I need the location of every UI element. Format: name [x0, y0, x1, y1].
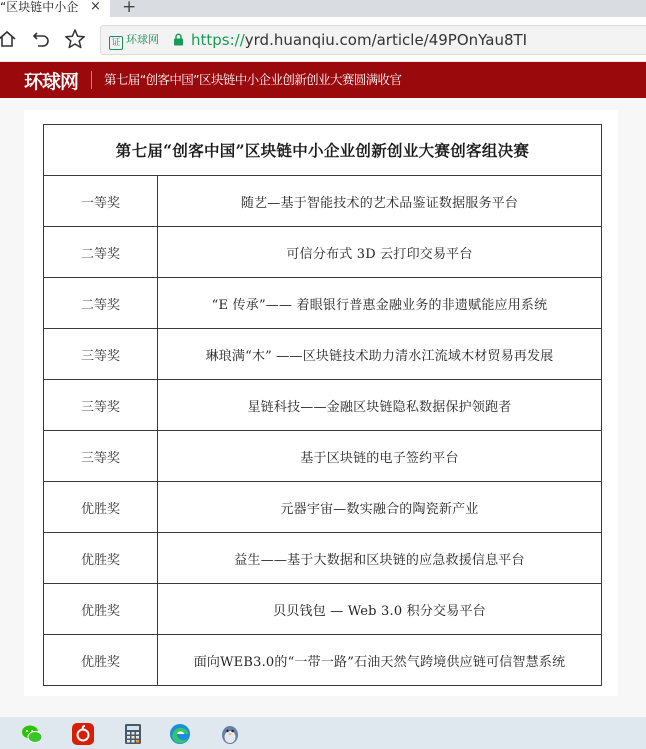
table-row: [44, 278, 602, 329]
netease-music-icon[interactable]: [71, 722, 95, 746]
close-tab-icon[interactable]: ×: [90, 0, 101, 14]
site-logo[interactable]: 环球网: [24, 71, 79, 93]
award-rank-cell: 三等奖: [44, 329, 158, 380]
award-rank-cell: 优胜奖: [44, 635, 158, 686]
project-name-cell: 面向WEB3.0的“一带一路”石油天然气跨境供应链可信智慧系统: [158, 635, 602, 686]
edge-icon[interactable]: [168, 722, 192, 746]
wechat-icon[interactable]: [20, 722, 44, 746]
url-path: yrd.huanqiu.com/article/49POnYau8TI: [244, 31, 528, 49]
project-name-cell: 琳琅满“木” ——区块链技术助力清水江流域木材贸易再发展: [158, 329, 602, 380]
project-name-cell: 益生——基于大数据和区块链的应急救援信息平台: [158, 533, 602, 584]
table-title-row: [44, 125, 602, 176]
star-icon[interactable]: [64, 28, 86, 50]
award-rank-cell: 优胜奖: [44, 584, 158, 635]
project-name-cell: 随艺—基于智能技术的艺术品鉴证数据服务平台: [158, 176, 602, 227]
award-table: [43, 124, 602, 686]
tab-title: “区块链中小企: [0, 0, 79, 14]
award-rank-cell: 二等奖: [44, 227, 158, 278]
table-row: [44, 482, 602, 533]
calculator-icon[interactable]: [121, 722, 145, 746]
table-row: [44, 584, 602, 635]
award-rank-cell: 一等奖: [44, 176, 158, 227]
project-name-cell: 星链科技——金融区块链隐私数据保护领跑者: [158, 380, 602, 431]
site-header: [0, 62, 646, 98]
new-tab-button[interactable]: +: [122, 0, 137, 17]
url-protocol: https://: [191, 31, 245, 49]
site-badge-label: 环球网: [126, 33, 159, 46]
site-badge[interactable]: [107, 32, 163, 48]
project-name-cell: 贝贝钱包 — Web 3.0 积分交易平台: [158, 584, 602, 635]
table-row: [44, 380, 602, 431]
tab-strip: [0, 0, 646, 17]
home-icon[interactable]: [0, 28, 18, 50]
table-row: [44, 431, 602, 482]
award-rank-cell: 三等奖: [44, 431, 158, 482]
award-rank-cell: 三等奖: [44, 380, 158, 431]
article-title: 第七届“创客中国”区块链中小企业创新创业大赛圆满收官: [104, 72, 402, 87]
table-title: 第七届“创客中国”区块链中小企业创新创业大赛创客组决赛: [44, 125, 602, 176]
project-name-cell: “E 传承”—— 着眼银行普惠金融业务的非遗赋能应用系统: [158, 278, 602, 329]
address-bar[interactable]: [100, 25, 646, 55]
article-image: [24, 110, 618, 696]
certificate-icon: 证: [109, 36, 123, 50]
award-rank-cell: 优胜奖: [44, 482, 158, 533]
url-text[interactable]: [191, 31, 527, 49]
header-divider: [91, 71, 92, 89]
navigation-bar: [0, 17, 646, 62]
project-name-cell: 元器宇宙—数实融合的陶瓷新产业: [158, 482, 602, 533]
browser-tab[interactable]: [0, 0, 110, 17]
undo-icon[interactable]: [31, 28, 51, 48]
table-row: [44, 176, 602, 227]
table-row: [44, 533, 602, 584]
table-row: [44, 329, 602, 380]
qq-penguin-icon[interactable]: [218, 722, 242, 746]
award-rank-cell: 二等奖: [44, 278, 158, 329]
award-rank-cell: 优胜奖: [44, 533, 158, 584]
lock-icon[interactable]: [173, 33, 184, 46]
taskbar: [0, 717, 646, 749]
table-row: [44, 635, 602, 686]
project-name-cell: 基于区块链的电子签约平台: [158, 431, 602, 482]
project-name-cell: 可信分布式 3D 云打印交易平台: [158, 227, 602, 278]
table-row: [44, 227, 602, 278]
